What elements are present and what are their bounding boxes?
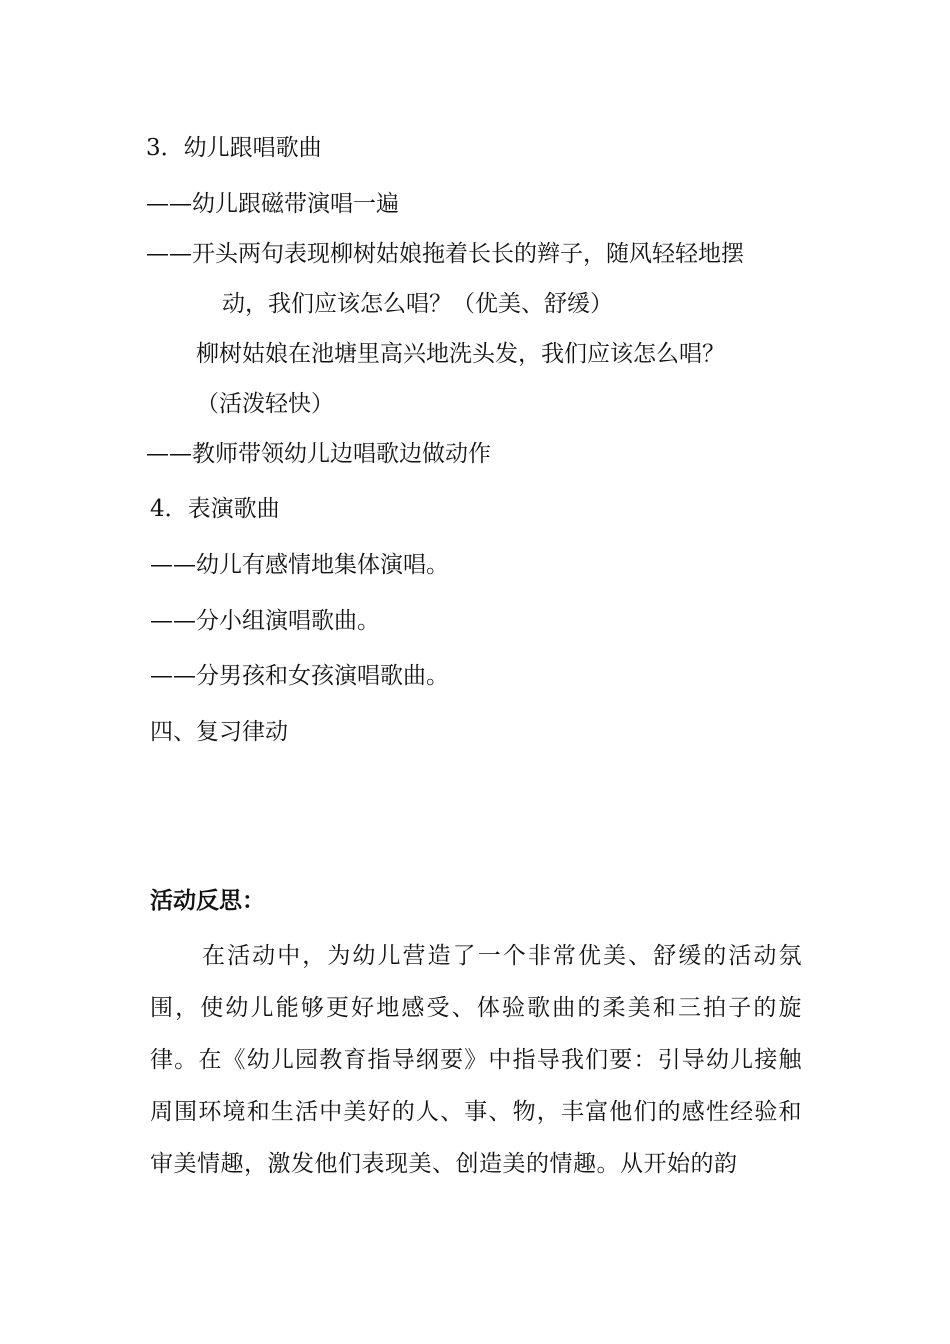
list-item: ——幼儿跟磁带演唱一遍	[146, 191, 399, 217]
list-item: ——分小组演唱歌曲。	[150, 608, 380, 634]
list-item-continuation: 柳树姑娘在池塘里高兴地洗头发，我们应该怎么唱？	[196, 341, 725, 367]
reflection-heading: 活动反思：	[150, 887, 265, 914]
list-item: ——幼儿有感情地集体演唱。	[150, 552, 449, 578]
list-item: ——开头两句表现柳树姑娘拖着长长的辫子，随风轻轻地摆	[146, 241, 744, 267]
list-item-continuation: （活泼轻快）	[196, 391, 334, 417]
section-heading-four: 四、复习律动	[150, 719, 288, 745]
list-item: ——教师带领幼儿边唱歌边做动作	[146, 441, 491, 467]
section-heading-3: 3．幼儿跟唱歌曲	[146, 135, 322, 161]
section-heading-4: 4．表演歌曲	[150, 496, 280, 522]
list-item-continuation: 动，我们应该怎么唱？（优美、舒缓）	[222, 291, 613, 317]
reflection-paragraph: 在活动中，为幼儿营造了一个非常优美、舒缓的活动氛围，使幼儿能够更好地感受、体验歌曲的柔美和三拍子的旋律。在《幼儿园教育指导纲要》中指导我们要：引导幼儿接触周围环境和生活中美好的人、事、物，丰富他们的感性经验和审美情趣，激发他们表现美、创造美的情趣。从开始的韵	[150, 943, 802, 1177]
list-item: ——分男孩和女孩演唱歌曲。	[150, 663, 449, 689]
